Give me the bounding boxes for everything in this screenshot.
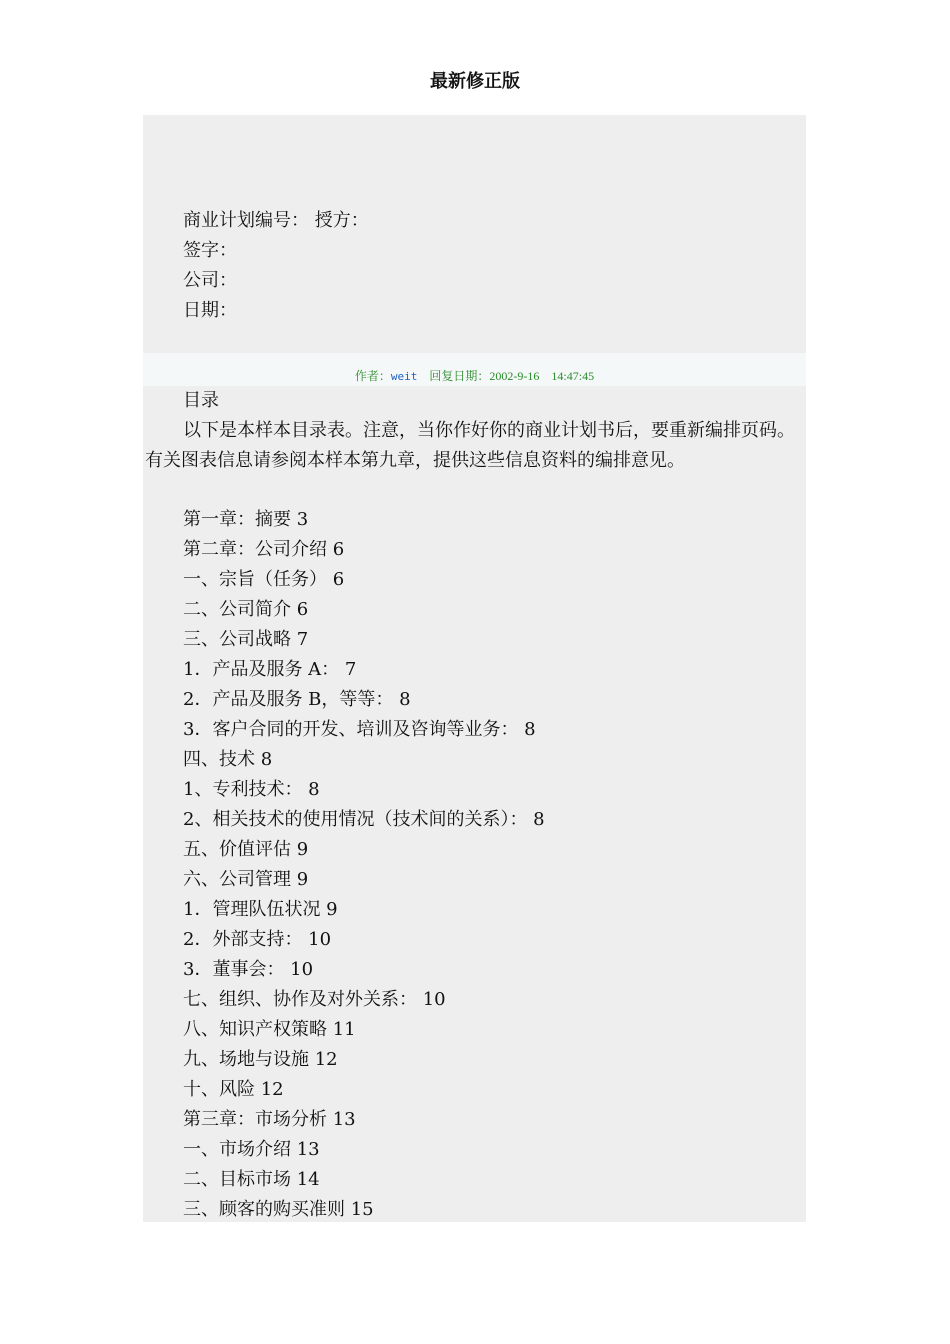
reply-date: 2002-9-16 — [489, 369, 540, 383]
toc-intro-line-2: 有关图表信息请参阅本样本第九章，提供这些信息资料的编排意见。 — [145, 450, 685, 471]
toc-entry: 四、技术 8 — [183, 749, 273, 770]
toc-entry: 二、目标市场 14 — [183, 1169, 320, 1190]
toc-entry: 2．产品及服务 B，等等： 8 — [183, 689, 411, 710]
cover-signature-line: 签字： — [183, 240, 237, 261]
toc-entry: 十、风险 12 — [183, 1079, 284, 1100]
toc-entry: 五、价值评估 9 — [183, 839, 309, 860]
toc-heading: 目录 — [183, 390, 219, 411]
reply-time: 14:47:45 — [551, 369, 595, 383]
author-label: 作者： — [354, 369, 391, 383]
toc-entry: 第三章：市场分析 13 — [183, 1109, 356, 1130]
toc-entry: 第一章：摘要 3 — [183, 509, 309, 530]
toc-entry: 一、宗旨（任务） 6 — [183, 569, 345, 590]
toc-entry: 六、公司管理 9 — [183, 869, 309, 890]
toc-intro-line-1: 以下是本样本目录表。注意，当你作好你的商业计划书后，要重新编排页码。 — [183, 420, 795, 441]
author-link[interactable]: weit — [390, 370, 418, 383]
post-meta-bar — [143, 353, 806, 386]
cover-company-line: 公司： — [183, 270, 237, 291]
toc-entry: 二、公司简介 6 — [183, 599, 309, 620]
toc-entry: 2、相关技术的使用情况（技术间的关系）： 8 — [183, 809, 545, 830]
toc-entry: 九、场地与设施 12 — [183, 1049, 338, 1070]
toc-entry: 第二章：公司介绍 6 — [183, 539, 345, 560]
toc-entry: 七、组织、协作及对外关系： 10 — [183, 989, 446, 1010]
toc-entry: 1．管理队伍状况 9 — [183, 899, 338, 920]
toc-entry: 3．客户合同的开发、培训及咨询等业务： 8 — [183, 719, 536, 740]
toc-entry: 一、市场介绍 13 — [183, 1139, 320, 1160]
cover-date-line: 日期： — [183, 300, 237, 321]
toc-entry: 1、专利技术： 8 — [183, 779, 320, 800]
toc-entry: 三、公司战略 7 — [183, 629, 309, 650]
toc-entry: 2．外部支持： 10 — [183, 929, 332, 950]
toc-entry: 3．董事会： 10 — [183, 959, 314, 980]
document-title: 最新修正版 — [430, 71, 520, 92]
toc-entry: 八、知识产权策略 11 — [183, 1019, 356, 1040]
toc-entry: 1．产品及服务 A： 7 — [183, 659, 357, 680]
toc-entry: 三、顾客的购买准则 15 — [183, 1199, 374, 1220]
reply-date-label: 回复日期： — [429, 369, 490, 383]
cover-plan-number-line: 商业计划编号： 授方： — [183, 210, 369, 231]
